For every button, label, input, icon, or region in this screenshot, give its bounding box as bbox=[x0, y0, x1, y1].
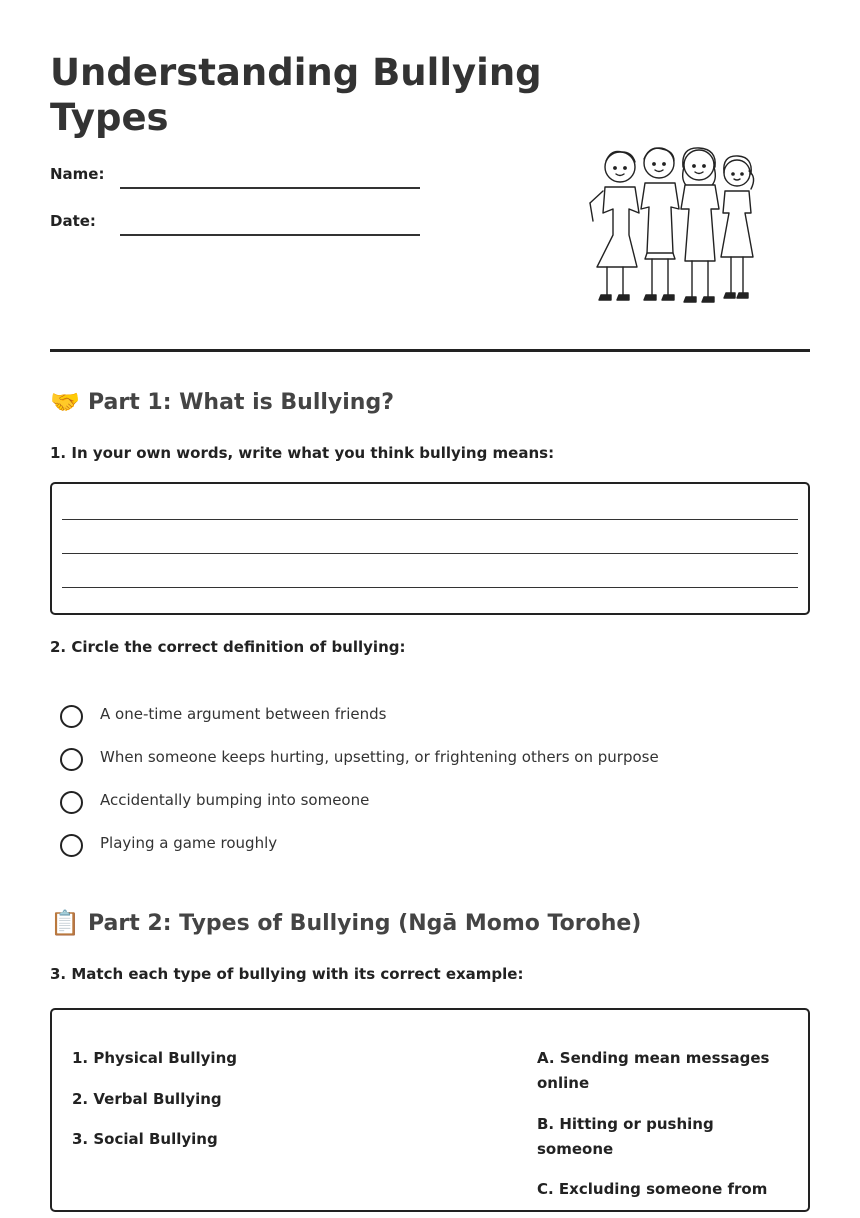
bullying-type-item[interactable]: 3. Social Bullying bbox=[72, 1130, 218, 1148]
answer-box[interactable] bbox=[50, 482, 810, 615]
question-1: 1. In your own words, write what you think bullying means: bbox=[50, 444, 555, 462]
child-figure-2 bbox=[641, 148, 679, 300]
examples-list bbox=[537, 1046, 777, 1218]
circle-option-icon[interactable] bbox=[60, 705, 83, 728]
circle-option-icon[interactable] bbox=[60, 791, 83, 814]
example-item[interactable]: B. Hitting or pushing someone bbox=[537, 1114, 714, 1158]
date-field[interactable] bbox=[120, 234, 420, 236]
option-item[interactable] bbox=[60, 829, 659, 872]
answer-line-2[interactable] bbox=[62, 553, 798, 554]
bullying-types-list bbox=[72, 1046, 472, 1168]
part2-title: Part 2: Types of Bullying (Ngā Momo Torohe) bbox=[88, 910, 642, 936]
child-figure-4 bbox=[721, 156, 754, 298]
example-item[interactable]: A. Sending mean messages online bbox=[537, 1049, 770, 1092]
option-item[interactable] bbox=[60, 743, 659, 786]
bullying-type-item[interactable]: 2. Verbal Bullying bbox=[72, 1089, 222, 1108]
child-figure-3 bbox=[681, 148, 719, 302]
name-label: Name: bbox=[50, 165, 105, 183]
question-3: 3. Match each type of bullying with its correct example: bbox=[50, 965, 524, 983]
header-divider bbox=[50, 349, 810, 352]
children-illustration bbox=[585, 143, 760, 308]
question-2: 2. Circle the correct definition of bullying: bbox=[50, 638, 406, 656]
circle-option-icon[interactable] bbox=[60, 748, 83, 771]
part1-title: Part 1: What is Bullying? bbox=[88, 389, 394, 415]
name-field[interactable] bbox=[120, 187, 420, 189]
date-label: Date: bbox=[50, 212, 96, 230]
part1-heading bbox=[50, 387, 394, 417]
matching-box bbox=[50, 1008, 810, 1212]
clipboard-icon: 📋 bbox=[50, 909, 80, 937]
answer-line-1[interactable] bbox=[62, 519, 798, 520]
part2-heading bbox=[50, 908, 641, 938]
page-title: Understanding Bullying Types bbox=[50, 51, 542, 139]
example-item[interactable]: C. Excluding someone from bbox=[537, 1180, 768, 1198]
child-figure-1 bbox=[590, 151, 639, 300]
option-text: Accidentally bumping into someone bbox=[100, 791, 370, 809]
bullying-type-item[interactable]: 1. Physical Bullying bbox=[72, 1049, 237, 1067]
option-text: When someone keeps hurting, upsetting, or frightening others on purpose bbox=[100, 748, 659, 766]
option-item[interactable] bbox=[60, 786, 659, 829]
definition-options bbox=[60, 700, 659, 872]
answer-line-3[interactable] bbox=[62, 587, 798, 588]
option-text: Playing a game roughly bbox=[100, 834, 278, 852]
circle-option-icon[interactable] bbox=[60, 834, 83, 857]
option-item[interactable] bbox=[60, 700, 659, 743]
option-text: A one-time argument between friends bbox=[100, 705, 387, 723]
worksheet-page bbox=[50, 0, 810, 1198]
handshake-icon: 🤝 bbox=[50, 388, 80, 416]
